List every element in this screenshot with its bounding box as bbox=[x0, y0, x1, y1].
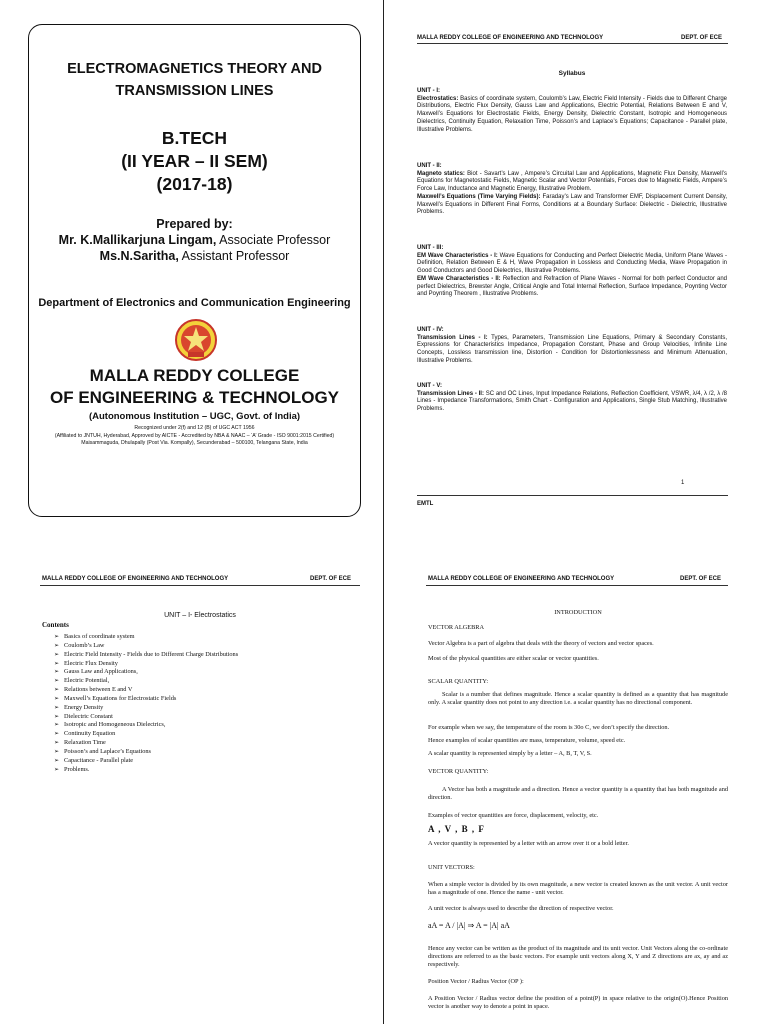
unit5-label: Transmission Lines - II: bbox=[417, 390, 484, 397]
affiliated-text: (Affiliated to JNTUH, Hyderabad, Approved by AICTE - Accredited by NBA & NAAC – ‘A’ Grade - ISO 9001:2015 Certified) bbox=[54, 432, 335, 439]
course-title bbox=[29, 58, 360, 102]
unit-vector-formula: aA = A / |A| ⇒ A = |A| aA bbox=[428, 921, 510, 930]
author1-role: Associate Professor bbox=[216, 233, 331, 247]
page-header-dept: DEPT. OF ECE bbox=[680, 576, 722, 582]
syllabus-unit2 bbox=[417, 163, 727, 217]
unit-vectors-p1: When a simple vector is divided by its own magnitude, a new vector is created known as the unit vector. A unit vector has a magnitude of one. Hence the name - unit vector. bbox=[428, 881, 728, 896]
vector-algebra-p1: Vector Algebra is a part of algebra that deals with the theory of vectors and vector spaces. bbox=[428, 640, 654, 647]
header-rule bbox=[40, 585, 360, 586]
list-item: ➢ Relations between E and V bbox=[54, 686, 238, 695]
college-name-line1: MALLA REDDY COLLEGE bbox=[89, 366, 300, 385]
unit2b-text: Faraday’s Law and Transformer EMF, Displacement Current Density, Maxwell’s Equations in Different Final Forms, Conditions at a Boundary Surface: Dielectric - Dielectric, Illustrative Problems. bbox=[417, 193, 727, 216]
position-vector-p1: A Position Vector / Radius vector define the position of a point(P) in space relative to the origin(O).Hence Position vector is another way to denote a point in space. bbox=[428, 995, 728, 1010]
page-header-dept: DEPT. OF ECE bbox=[681, 35, 723, 41]
list-item: ➢ Continuity Equation bbox=[54, 730, 238, 739]
unit3-heading: UNIT - III: bbox=[417, 245, 444, 251]
unit3-label: EM Wave Characteristics - I: bbox=[417, 252, 498, 259]
author1-name: Mr. K.Mallikarjuna Lingam, bbox=[58, 233, 217, 247]
unit2-label: Magneto statics: bbox=[417, 170, 465, 177]
unit1-heading: UNIT - I: bbox=[417, 88, 440, 94]
scalar-heading: SCALAR QUANTITY: bbox=[428, 678, 489, 685]
vector-heading: VECTOR QUANTITY: bbox=[428, 768, 489, 775]
unit4-text: Types, Parameters, Transmission Line Equations, Primary & Secondary Constants, Expressions for Characteristics Impedance, Propagation Constant, Phase and Group Velocities, Infinite Line Concepts, Lossless transmission line, Distortion - Condition for Distortionlessness and Minimum Attenuation, Illustrative Problems. bbox=[417, 334, 728, 364]
course-title-line1: ELECTROMAGNETICS THEORY AND bbox=[67, 61, 322, 77]
college-logo-icon bbox=[174, 318, 218, 362]
vector-symbols: A , V , B , F bbox=[428, 824, 485, 834]
intro-title: INTRODUCTION bbox=[554, 609, 602, 616]
vector-algebra-heading: VECTOR ALGEBRA bbox=[428, 624, 485, 631]
list-item: ➢ Dielectric Constant bbox=[54, 713, 238, 722]
page-header-college: MALLA REDDY COLLEGE OF ENGINEERING AND TECHNOLOGY bbox=[417, 35, 604, 41]
recognized-text: Recognized under 2(f) and 12 (B) of UGC ACT 1956 bbox=[134, 425, 255, 431]
list-item: ➢ Electric Potential, bbox=[54, 677, 238, 686]
list-item: ➢ Electric Flux Density bbox=[54, 660, 238, 669]
scalar-p1: Scalar is a number that defines magnitude. Hence a scalar quantity is defined as a quantity that has magnitude only. A scalar quantity does not point to any direction i.e. a scalar quantity has no directional component. bbox=[428, 691, 728, 706]
vector-algebra-p2: Most of the physical quantities are either scalar or vector quantities. bbox=[428, 655, 599, 662]
unit4-heading: UNIT - IV: bbox=[417, 327, 444, 333]
unit3b-label: EM Wave Characteristics - II: bbox=[417, 275, 501, 282]
cover-page bbox=[28, 24, 361, 517]
contents-list bbox=[54, 633, 238, 775]
prepared-by-label: Prepared by: bbox=[156, 217, 233, 231]
address-text: Maisammaguda, Dhulapally (Post Via. Kompally), Secunderabad – 500100, Telangana State, India bbox=[81, 440, 308, 446]
page-footer: EMTL bbox=[417, 501, 434, 507]
list-item: ➢ Energy Density bbox=[54, 704, 238, 713]
prepared-by-block bbox=[29, 216, 360, 264]
list-item: ➢ Isotropic and Homogeneous Dielectrics, bbox=[54, 721, 238, 730]
page-header-college: MALLA REDDY COLLEGE OF ENGINEERING AND TECHNOLOGY bbox=[428, 576, 615, 582]
scalar-p2: For example when we say, the temperature of the room is 30o C, we don’t specify the direction. bbox=[428, 724, 670, 731]
list-item: ➢ Gauss Law and Applications, bbox=[54, 668, 238, 677]
contents-label: Contents bbox=[42, 621, 69, 629]
syllabus-unit4 bbox=[417, 327, 727, 366]
scalar-p4: A scalar quantity is represented simply by a letter – A, B, T, V, S. bbox=[428, 750, 592, 757]
syllabus-unit1 bbox=[417, 88, 727, 134]
list-item: ➢ Coulomb’s Law bbox=[54, 642, 238, 651]
unit5-text: SC and OC Lines, Input Impedance Relations, Reflection Coefficient, VSWR, λ/4, λ /2, λ /8 Lines - Impedance Transformations, Smith Chart - Configuration and Applications, Single Stub Matching, Illustrative Problems. bbox=[417, 390, 727, 413]
page-header-dept: DEPT. OF ECE bbox=[310, 576, 352, 582]
course-title-line2: TRANSMISSION LINES bbox=[115, 83, 274, 99]
unit3-text: Wave Equations for Conducting and Perfect Dielectric Media, Uniform Plane Waves - Definition, Relation Between E & H, Wave Propagation in Lossless and Conducting Media, Wave Propagation in Good Conductors and Good Dielectrics, Illustrative Problems. bbox=[417, 252, 727, 275]
list-item: ➢ Problems. bbox=[54, 766, 238, 775]
position-vector-heading: Position Vector / Radius Vector (OP ): bbox=[428, 978, 524, 985]
college-name bbox=[29, 365, 360, 409]
vector-p3: A vector quantity is represented by a letter with an arrow over it or a bold letter. bbox=[428, 840, 629, 847]
header-rule bbox=[426, 585, 728, 586]
header-rule bbox=[417, 43, 728, 44]
list-item: ➢ Relaxation Time bbox=[54, 739, 238, 748]
degree: B.TECH bbox=[161, 128, 228, 148]
list-item: ➢ Poisson’s and Laplace’s Equations bbox=[54, 748, 238, 757]
unit2-text: Biot - Savart’s Law , Ampere’s Circuital Law and Applications, Magnetic Flux Density, Maxwell’s Equations for Magnetostatic Fields, Magnetic Scalar and Vector Potentials, Forces due to Magnetic Fields, Ampere’s Force Law, Inductance and Magnetic Energy, Illustrative Problem. bbox=[417, 170, 727, 193]
session: (2017-18) bbox=[156, 174, 233, 194]
unit-title: UNIT – I- Electrostatics bbox=[164, 612, 236, 619]
page-divider-vertical bbox=[383, 0, 384, 1024]
author2-role: Assistant Professor bbox=[178, 249, 290, 263]
syllabus-unit5 bbox=[417, 383, 727, 414]
degree-block bbox=[29, 127, 360, 196]
list-item: ➢ Maxwell’s Equations for Electrostatic Fields bbox=[54, 695, 238, 704]
department: Department of Electronics and Communication Engineering bbox=[38, 297, 351, 309]
list-item: ➢ Electric Field Intensity - Fields due to Different Charge Distributions bbox=[54, 651, 238, 660]
autonomous-status: (Autonomous Institution – UGC, Govt. of India) bbox=[88, 411, 301, 422]
unit5-heading: UNIT - V: bbox=[417, 383, 442, 389]
unit2b-label: Maxwell’s Equations (Time Varying Fields): bbox=[417, 193, 541, 200]
unit1-text: Basics of coordinate system, Coulomb’s Law, Electric Field Intensity - Fields due to Different Charge Distributions, Electric Flux Density, Gauss Law and Applications, Electric Potential, Relations Between E and V, Maxwell’s Equations for Electrostatic Fields, Energy Density, Dielectric Constant, Isotropic and Homogeneous Dielectrics, Continuity Equation, Relaxation Time, Poisson’s and Laplace’s Equations; Capacitance - Parallel plate, Illustrative Problems. bbox=[417, 95, 727, 133]
unit-vectors-heading: UNIT VECTORS: bbox=[428, 864, 475, 871]
list-item: ➢ Capacitance - Parallel plate bbox=[54, 757, 238, 766]
footer-rule bbox=[417, 495, 728, 496]
page-header-college: MALLA REDDY COLLEGE OF ENGINEERING AND TECHNOLOGY bbox=[42, 576, 229, 582]
unit2-heading: UNIT - II: bbox=[417, 163, 442, 169]
list-item: ➢ Basics of coordinate system bbox=[54, 633, 238, 642]
year-sem: (II YEAR – II SEM) bbox=[121, 151, 268, 171]
author2-name: Ms.N.Saritha, bbox=[99, 249, 179, 263]
unit-vectors-p3: Hence any vector can be written as the product of its magnitude and its unit vector. Unit Vectors along the co-ordinate directions are referred to as the basic vectors. For example unit vectors along X, Y and Z directions are ax, ay and az respectively. bbox=[428, 945, 728, 968]
college-name-line2: OF ENGINEERING & TECHNOLOGY bbox=[49, 388, 340, 407]
vector-p1: A Vector has both a magnitude and a direction. Hence a vector quantity is a quantity that has both magnitude and direction. bbox=[428, 786, 728, 801]
unit4-label: Transmission Lines - I: bbox=[417, 334, 488, 341]
college-affiliation bbox=[35, 425, 354, 448]
scalar-p3: Hence examples of scalar quantities are mass, temperature, volume, speed etc. bbox=[428, 737, 626, 744]
page-number: 1 bbox=[681, 480, 685, 486]
unit3b-text: Reflection and Refraction of Plane Waves - Normal for both perfect Conductor and perfect Dielectrics, Brewster Angle, Critical Angle and Total Internal Reflection, Surface Impedance, Poynting Vector and Poynting Theorem , Illustrative Problems. bbox=[417, 275, 727, 298]
syllabus-title: Syllabus bbox=[558, 70, 586, 77]
vector-p2: Examples of vector quantities are force, displacement, velocity, etc. bbox=[428, 812, 599, 819]
syllabus-unit3 bbox=[417, 245, 727, 299]
unit1-label: Electrostatics: bbox=[417, 95, 459, 102]
unit-vectors-p2: A unit vector is always used to describe the direction of respective vector. bbox=[428, 905, 614, 912]
